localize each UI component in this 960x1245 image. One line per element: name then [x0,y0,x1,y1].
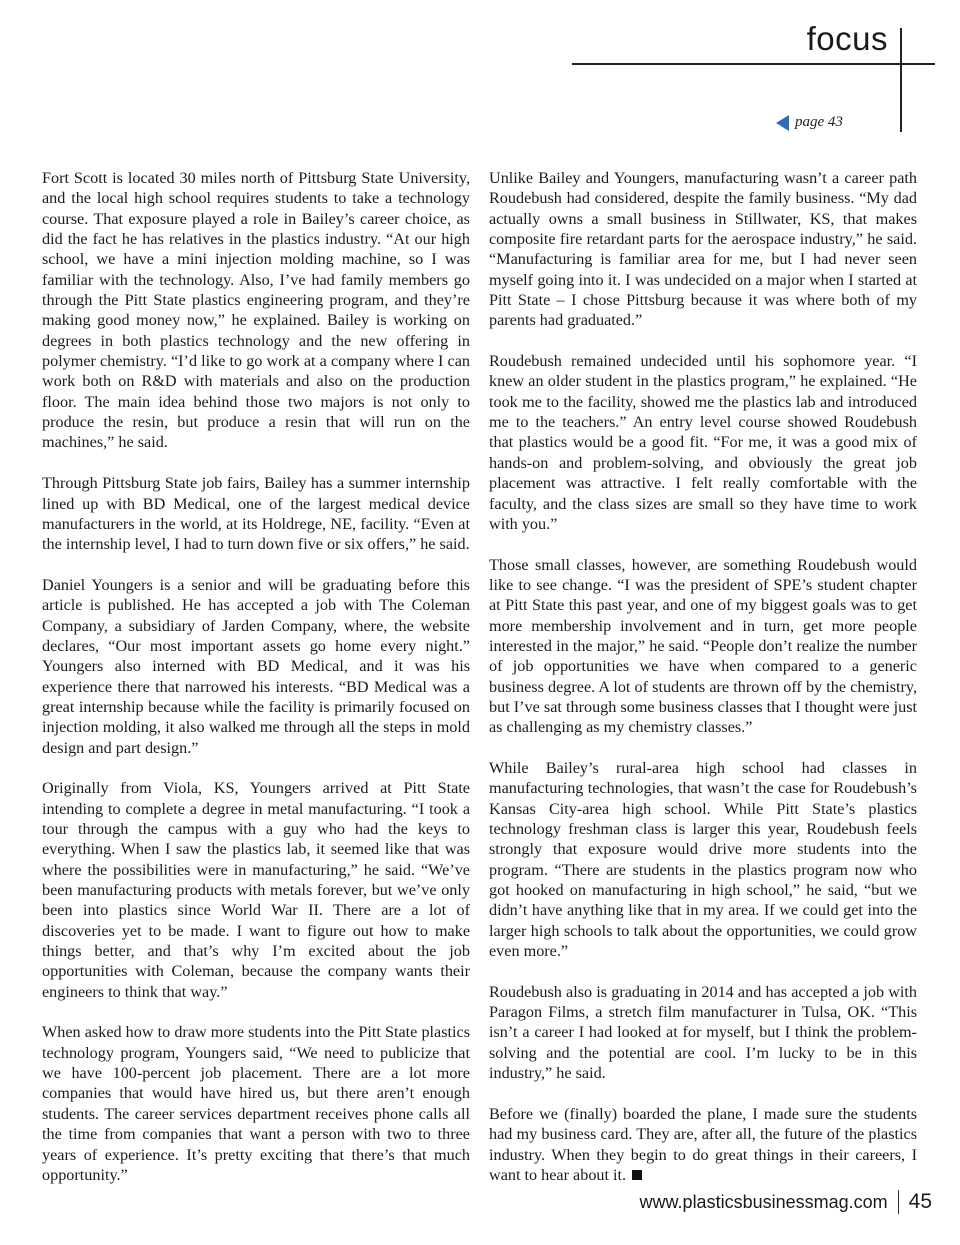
article-paragraph: Originally from Viola, KS, Youngers arrived at Pitt State intending to complete a degree in metal manufacturing. “I took a tour through the campus with a guy who had the keys to everything. When I saw the plastics lab, it seemed like that was where the possibilities were in manufacturing,” he said. “We’ve been manufacturing products with metals forever, but we’ve only been into plastics since World War II. There are a lot of discoveries yet to be made. I want to figure out how to make things better, and that’s why I’m excited about the job opportunities with Coleman, because the company wants their engineers to think that way.” [42,779,470,1001]
page-number: 45 [908,1190,932,1213]
article-paragraph: Roudebush also is graduating in 2014 and has accepted a job with Paragon Films, a stretch film manufacturer in Tulsa, OK. “This isn’t a career I had looked at for myself, but I think the problem-solving and the potential are cool. I’m lucky to be in this industry,” he said. [489,982,917,1083]
continued-page-ref: page 43 [795,114,843,130]
article-paragraph: Roudebush remained undecided until his sophomore year. “I knew an older student in the plastics program,” he explained. “He took me to the facility, showed me the plastics lab and introduced me to the teachers.” An entry level course showed Roudebush that plastics would be a good fit. “For me, it was a good mix of hands-on and problem-solving, and obviously the great job placement was attractive. I felt really comfortable with the faculty, and the class sizes are small so they have time to work with you.” [489,352,917,533]
end-of-article-icon [632,1170,642,1180]
footer-divider [898,1190,899,1214]
article-paragraph: Unlike Bailey and Youngers, manufacturing wasn’t a career path Roudebush had considered, despite the family business. “My dad actually owns a small business in Stillwater, KS, that makes composite fire retardant parts for the aerospace industry,” he said. “Manufacturing is familiar area for me, but I had never seen myself going into it. I was undecided on a major when I started at Pitt State – I chose Pittsburg because it was where both of my parents had graduated.” [489,169,917,330]
article-paragraph: Through Pittsburg State job fairs, Bailey has a summer internship lined up with BD Medical, one of the largest medical device manufacturers in the world, at its Holdrege, NE, facility. “Even at the internship level, I had to turn down five or six offers,” he said. [42,474,470,554]
continued-from-link[interactable] [776,114,843,131]
article-paragraph-final [489,1104,917,1185]
website-url[interactable]: www.plasticsbusinessmag.com [639,1191,888,1212]
header-vertical-rule [900,28,902,132]
article-column-right [489,168,917,1206]
header-horizontal-rule [572,63,935,65]
article-column-left [42,168,470,1206]
article-paragraph: When asked how to draw more students into the Pitt State plastics technology program, Youngers said, “We need to publicize that we have 100-percent job placement. There are a lot more companies that would have hired us, but there aren’t enough students. The career services department receives phone calls all the time from companies that want a person with two to three years of experience. It’s pretty exciting that there’s that much opportunity.” [42,1023,470,1184]
article-paragraph: Fort Scott is located 30 miles north of Pittsburg State University, and the local high school requires students to take a technology course. That exposure played a role in Bailey’s career choice, as did the fact he has relatives in the plastics industry. “At our high school, we have a mini injection molding machine, so I was familiar with the technology. Also, I’ve had family members go through the Pitt State plastics engineering program, and they’re making good money now,” he explained. Bailey is working on degrees in both plastics technology and the new offering in polymer chemistry. “I’d like to go work at a company where I can work both on R&D with materials and also on the production floor. The main idea behind those two majors is not only to produce the resin, but produce a resin that will run on the machines,” he said. [42,169,470,452]
article-paragraph: Those small classes, however, are something Roudebush would like to see change. “I was the president of SPE’s student chapter at Pitt State this past year, and one of my biggest goals was to get more membership involvement and in turn, get more people interested in the major,” he said. “People don’t realize the number of job opportunities we have when compared to a generic business degree. A lot of students are thrown off by the chemistry, but I’ve sat through some business classes that I thought were just as challenging as my chemistry classes.” [489,555,917,737]
final-paragraph-text: Before we (finally) boarded the plane, I made sure the students had my business card. They are, after all, the future of the plastics industry. When they begin to do great things in their careers, I want to hear about it. [489,1104,917,1184]
arrow-left-icon [776,115,789,131]
section-title: focus [806,20,888,57]
header-section [0,0,960,140]
page-footer [640,1190,932,1214]
article-paragraph: While Bailey’s rural-area high school had classes in manufacturing technologies, that wasn’t the case for Roudebush’s Kansas City-area high school. While Pitt State’s plastics technology freshman class is larger this year, Roudebush feels strongly that exposure would drive more students into the program. “There are students in the plastics program now who got hooked on manufacturing in high school,” he said, “but we didn’t have anything like that in my area. If we could get into the larger high schools to talk about the opportunities, we could grow even more.” [489,758,917,961]
article-paragraph: Daniel Youngers is a senior and will be graduating before this article is published. He has accepted a job with The Coleman Company, a subsidiary of Jarden Company, where, the website declares, “Our most important assets go home every night.” Youngers also interned with BD Medical, and it was his experience there that narrowed his interests. “BD Medical was a great internship because while the facility is primarily focused on injection molding, it also walked me through all the steps in mold design and part design.” [42,575,470,757]
